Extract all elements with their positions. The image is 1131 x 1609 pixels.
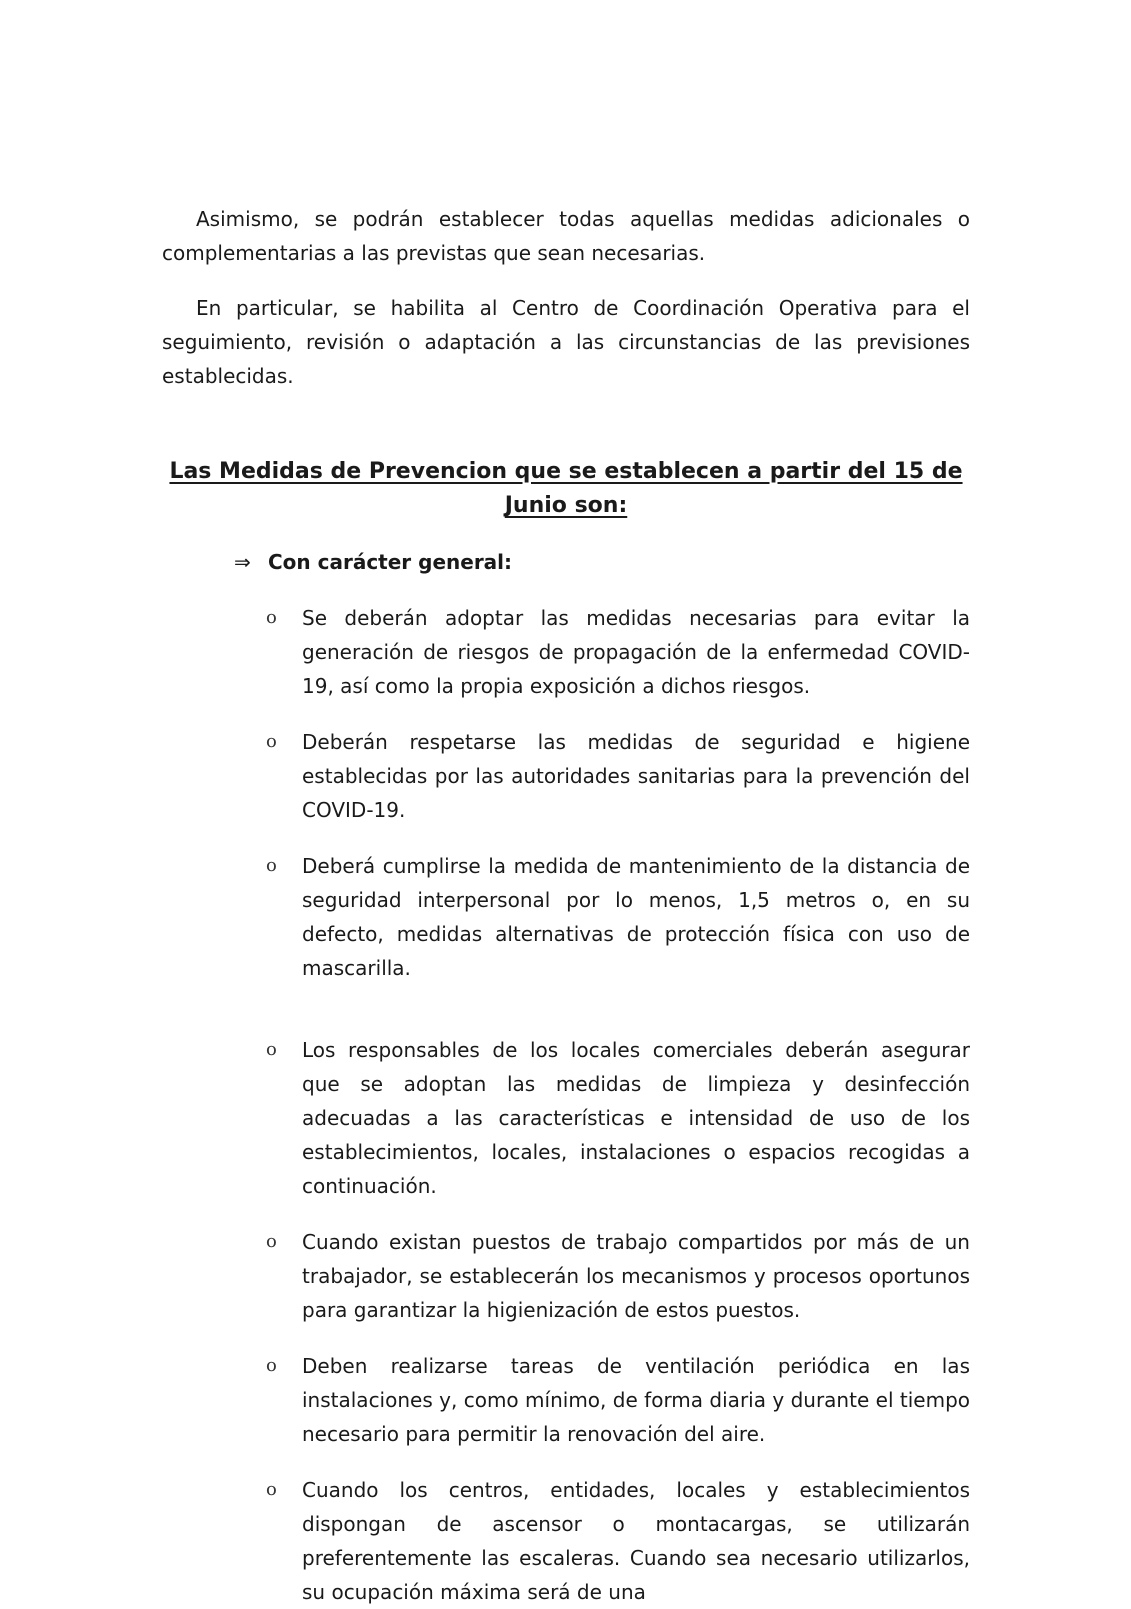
- measures-list: [162, 601, 970, 1609]
- intro-paragraph-2: En particular, se habilita al Centro de Coordinación Operativa para el seguimiento, revisión o adaptación a las circunstancias de las previsiones establecidas.: [162, 296, 970, 388]
- list-item: [266, 725, 970, 827]
- list-item-text: Deben realizarse tareas de ventilación periódica en las instalaciones y, como mínimo, de forma diaria y durante el tiempo necesario para permitir la renovación del aire.: [302, 1354, 970, 1446]
- list-item-text: Los responsables de los locales comerciales deberán asegurar que se adoptan las medidas de limpieza y desinfección adecuadas a las características e intensidad de uso de los establecimientos, locales, instalaciones o espacios recogidas a continuación.: [302, 1038, 970, 1198]
- circle-bullet-icon: o: [266, 1479, 277, 1500]
- section-heading: Las Medidas de Prevencion que se establecen a partir del 15 de Junio son:: [169, 459, 963, 518]
- list-item: [266, 1225, 970, 1327]
- list-item-text: Cuando existan puestos de trabajo compartidos por más de un trabajador, se establecerán los mecanismos y procesos oportunos para garantizar la higienización de estos puestos.: [302, 1230, 970, 1322]
- circle-bullet-icon: o: [266, 1231, 277, 1252]
- circle-bullet-icon: o: [266, 1039, 277, 1060]
- circle-bullet-icon: o: [266, 731, 277, 752]
- list-item: [266, 601, 970, 703]
- circle-bullet-icon: o: [266, 855, 277, 876]
- list-item-text: Se deberán adoptar las medidas necesarias para evitar la generación de riesgos de propagación de la enfermedad COVID-19, así como la propia exposición a dichos riesgos.: [302, 606, 970, 698]
- double-arrow-icon: ⇒: [234, 550, 251, 574]
- circle-bullet-icon: o: [266, 1355, 277, 1376]
- list-item-text: Cuando los centros, entidades, locales y establecimientos dispongan de ascensor o montacargas, se utilizarán preferentemente las escaleras. Cuando sea necesario utilizarlos, su ocupación máxima será de una: [302, 1478, 970, 1604]
- subheading: [162, 545, 970, 579]
- subheading-label: Con carácter general:: [268, 550, 513, 574]
- list-item-text: Deberá cumplirse la medida de mantenimiento de la distancia de seguridad interpersonal por lo menos, 1,5 metros o, en su defecto, medidas alternativas de protección física con uso de mascarilla.: [302, 854, 970, 980]
- document-body: [162, 202, 970, 1609]
- list-item: [266, 849, 970, 985]
- list-item: [266, 1349, 970, 1451]
- intro-paragraph-1: Asimismo, se podrán establecer todas aquellas medidas adicionales o complementarias a las previstas que sean necesarias.: [162, 207, 970, 265]
- list-item: [266, 1473, 970, 1609]
- list-item-text: Deberán respetarse las medidas de seguridad e higiene establecidas por las autoridades sanitarias para la prevención del COVID-19.: [302, 730, 970, 822]
- list-item: [266, 1033, 970, 1203]
- circle-bullet-icon: o: [266, 607, 277, 628]
